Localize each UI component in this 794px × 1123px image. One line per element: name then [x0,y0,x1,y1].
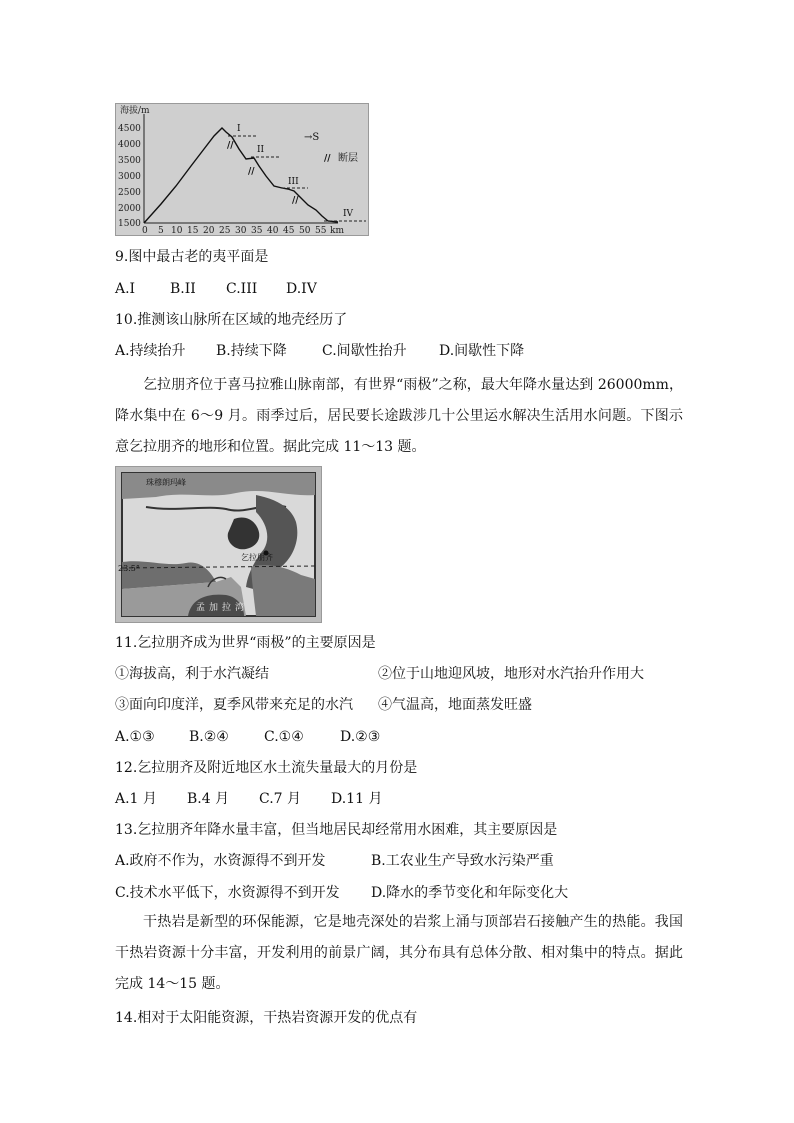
x-tick-label: 30 [235,226,247,235]
surface-i-label: I [237,124,241,134]
legend-fault-label: 断层 [338,153,358,164]
x-tick-label: 10 [171,226,183,235]
q12-options [115,789,382,809]
y-ticks [118,124,141,229]
fault-mark: // [292,196,299,206]
everest-label: 珠穆朗玛峰 [146,478,186,487]
x-ticks [142,226,344,235]
q9-stem: 9.图中最古老的夷平面是 [115,249,269,265]
q12-option-b: B.4 月 [187,791,230,807]
q10-option-c: C.间歇性抬升 [322,343,407,359]
surface-ii-label: II [257,145,265,155]
x-tick-label: 5 [158,226,164,235]
x-tick-label: 50 [299,226,311,235]
x-tick-label: 25 [219,226,231,235]
q13-option-b: B.工农业生产导致水污染严重 [371,853,554,869]
y-axis-label: 海拔/m [120,106,150,116]
q12-stem: 12.乞拉朋齐及附近地区水土流失量最大的月份是 [115,760,418,776]
fault-mark: // [227,141,234,151]
direction-indicator: →S [304,132,320,143]
x-tick-label: 40 [267,226,279,235]
q14-stem: 14.相对于太阳能资源，干热岩资源开发的优点有 [115,1010,418,1026]
cherrapunji-label: 乞拉朋齐 [241,553,273,562]
y-tick-label: 3000 [118,172,141,182]
y-tick-label: 1500 [118,219,141,229]
q12-option-d: D.11 月 [331,791,383,807]
q10-option-a: A.持续抬升 [115,343,186,359]
x-tick-label: 0 [142,226,148,235]
q9-option-c: C.III [226,281,258,297]
elevation-profile-svg [116,104,368,235]
q9-option-d: D.IV [286,281,317,297]
surface-iii-label: III [288,177,299,187]
q13-option-a: A.政府不作为，水资源得不到开发 [115,853,326,869]
q11-option-a: A.①③ [115,729,155,745]
elevation-profile-figure [115,103,369,236]
terrain-map-figure [115,466,322,623]
y-tick-label: 4000 [118,140,141,150]
q11-statement-1: ①海拔高，利于水汽凝结 [115,666,269,682]
q11-option-d: D.②③ [340,729,381,745]
fault-mark: // [248,167,255,177]
q12-option-a: A.1 月 [115,791,157,807]
q10-option-b: B.持续下降 [216,343,287,359]
q10-stem: 10.推测该山脉所在区域的地壳经历了 [115,312,348,328]
x-tick-label: 35 [251,226,263,235]
y-tick-label: 2500 [118,188,141,198]
x-tick-label: 20 [203,226,215,235]
q11-statement-3: ③面向印度洋，夏季风带来充足的水汽 [115,697,353,713]
passage-cherrapunji: 乞拉朋齐位于喜马拉雅山脉南部，有世界“雨极”之称，最大年降水量达到 26000mm，降水集中在 6～9 月。雨季过后，居民要长途跋涉几十公里运水解决生活用水问题。下图示意乞拉朋齐的地形和位置。据此完成 11～13 题。 [115,377,683,455]
q11-stem: 11.乞拉朋齐成为世界“雨极”的主要原因是 [115,635,376,651]
x-tick-label: 45 [283,226,295,235]
passage-hot-dry-rock: 干热岩是新型的环保能源，它是地壳深处的岩浆上涌与顶部岩石接触产生的热能。我国干热岩资源十分丰富，开发利用的前景广阔，其分布具有总体分散、相对集中的特点。据此完成 14～15 题。 [115,914,683,992]
q11-statement-4: ④气温高，地面蒸发旺盛 [378,697,532,713]
q13-option-d: D.降水的季节变化和年际变化大 [371,885,569,901]
x-unit-label: km [330,226,344,235]
q11-option-c: C.①④ [264,729,304,745]
q12-option-c: C.7 月 [259,791,302,807]
surface-iv-label: IV [343,209,354,219]
q10-options [115,341,524,361]
q11-option-b: B.②④ [189,729,229,745]
bay-label: 孟加拉湾 [196,603,249,613]
y-tick-label: 4500 [118,124,141,134]
x-tick-label: 15 [187,226,199,235]
q9-option-a: A.I [115,281,136,297]
x-tick-label: 55 [315,226,327,235]
q9-options [115,279,317,299]
legend-fault-symbol: // [324,154,331,164]
y-tick-label: 2000 [118,204,141,214]
q11-options [115,727,380,747]
q13-option-c: C.技术水平低下，水资源得不到开发 [115,885,340,901]
q10-option-d: D.间歇性下降 [439,343,525,359]
terrain-map-svg [116,467,321,622]
y-tick-label: 3500 [118,156,141,166]
q11-statement-2: ②位于山地迎风坡，地形对水汽抬升作用大 [378,666,644,682]
latitude-label: 23.5° [118,564,140,573]
q13-stem: 13.乞拉朋齐年降水量丰富，但当地居民却经常用水困难，其主要原因是 [115,822,558,838]
q9-option-b: B.II [170,281,196,297]
